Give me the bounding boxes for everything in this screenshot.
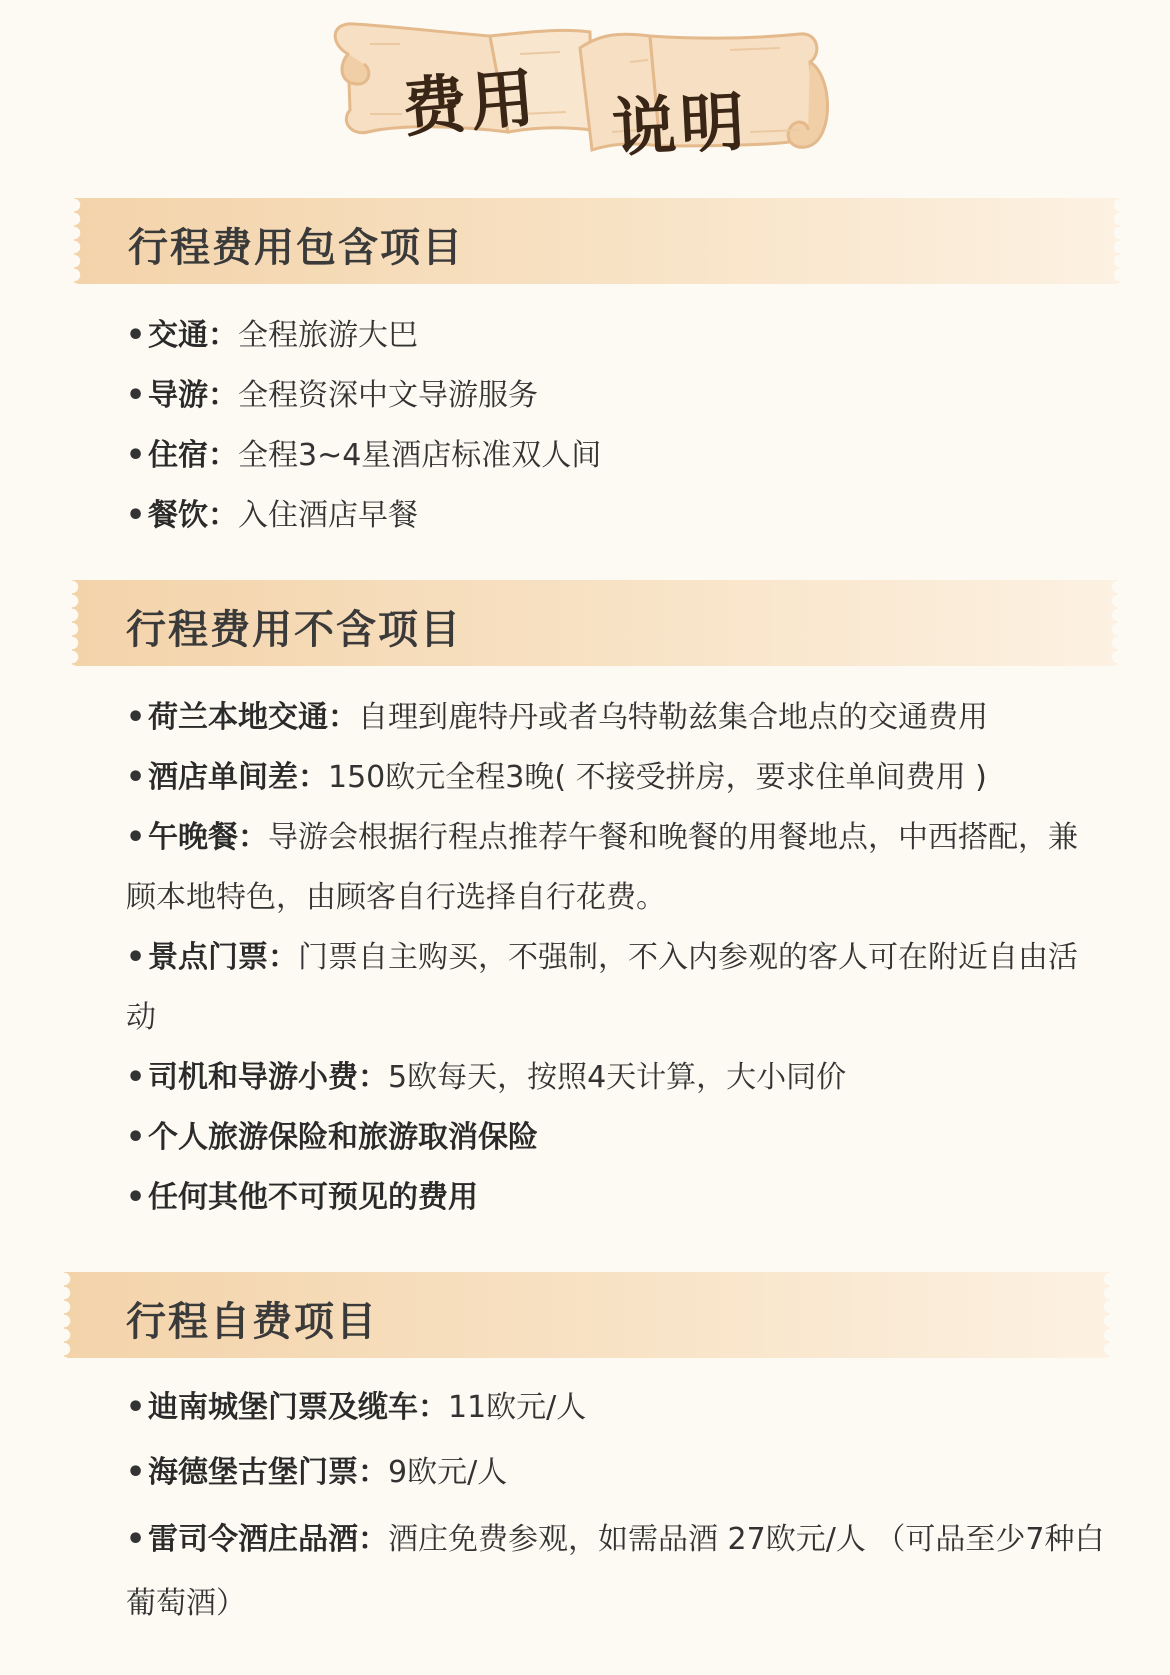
item-value: 150欧元全程3晚( 不接受拼房，要求住单间费用 ) — [328, 760, 987, 795]
item-label: 任何其他不可预见的费用 — [148, 1180, 478, 1215]
item-value: 9欧元/人 — [388, 1455, 508, 1490]
list-item — [126, 486, 1106, 546]
list-item — [126, 1443, 1106, 1503]
bullet-icon: • — [126, 1180, 146, 1215]
section-header-optional — [64, 1272, 1110, 1358]
bullet-icon: • — [126, 1522, 146, 1557]
bullet-icon: • — [126, 498, 146, 533]
bullet-icon: • — [126, 1455, 146, 1490]
item-label: 导游： — [148, 378, 238, 413]
item-label: 个人旅游保险和旅游取消保险 — [148, 1120, 538, 1155]
list-item — [126, 366, 1106, 426]
bullet-icon: • — [126, 820, 146, 855]
list-item — [126, 426, 1106, 486]
item-label: 司机和导游小费： — [148, 1060, 388, 1095]
item-value: 导游会根据行程点推荐午餐和晚餐的用餐地点，中西搭配，兼顾本地特色，由顾客自行选择自行花费。 — [126, 820, 1078, 915]
list-item — [126, 808, 1106, 928]
bullet-icon: • — [126, 438, 146, 473]
section-title: 行程费用不含项目 — [126, 607, 462, 653]
item-label: 海德堡古堡门票： — [148, 1455, 388, 1490]
bullet-icon: • — [126, 318, 146, 353]
item-value: 自理到鹿特丹或者乌特勒兹集合地点的交通费用 — [358, 700, 988, 735]
item-label: 餐饮： — [148, 498, 238, 533]
list-item — [126, 1508, 1106, 1636]
list-item — [126, 748, 1106, 808]
item-label: 荷兰本地交通： — [148, 700, 358, 735]
list-item — [126, 928, 1106, 1048]
item-value: 全程资深中文导游服务 — [238, 378, 538, 413]
item-value: 5欧每天，按照4天计算，大小同价 — [388, 1060, 847, 1095]
banner-word-fee: 费用 — [399, 61, 542, 147]
item-label: 交通： — [148, 318, 238, 353]
list-item — [126, 1168, 1106, 1228]
list-item — [126, 1048, 1106, 1108]
bullet-icon: • — [126, 700, 146, 735]
item-label: 雷司令酒庄品酒： — [148, 1522, 388, 1557]
item-label: 酒店单间差： — [148, 760, 328, 795]
list-item — [126, 306, 1106, 366]
item-label: 午晚餐： — [148, 820, 268, 855]
bullet-icon: • — [126, 940, 146, 975]
section-header-excluded — [72, 580, 1118, 666]
item-label: 住宿： — [148, 438, 238, 473]
title-banner — [330, 14, 840, 174]
item-label: 景点门票： — [148, 940, 298, 975]
bullet-icon: • — [126, 1120, 146, 1155]
item-label: 迪南城堡门票及缆车： — [148, 1390, 448, 1425]
item-value: 门票自主购买，不强制，不入内参观的客人可在附近自由活动 — [126, 940, 1078, 1035]
item-value: 酒庄免费参观，如需品酒 27欧元/人 （可品至少7种白葡萄酒） — [126, 1522, 1105, 1621]
item-value: 全程3~4星酒店标准双人间 — [238, 438, 602, 473]
section-title: 行程自费项目 — [126, 1299, 378, 1345]
bullet-icon: • — [126, 760, 146, 795]
banner-word-explain: 说明 — [610, 85, 751, 167]
item-value: 11欧元/人 — [448, 1390, 587, 1425]
bullet-icon: • — [126, 1390, 146, 1425]
bullet-icon: • — [126, 378, 146, 413]
item-value: 全程旅游大巴 — [238, 318, 418, 353]
item-value: 入住酒店早餐 — [238, 498, 418, 533]
section-title: 行程费用包含项目 — [128, 225, 464, 271]
bullet-icon: • — [126, 1060, 146, 1095]
list-item — [126, 1108, 1106, 1168]
list-item — [126, 1378, 1106, 1438]
section-header-included — [74, 198, 1120, 284]
list-item — [126, 688, 1106, 748]
